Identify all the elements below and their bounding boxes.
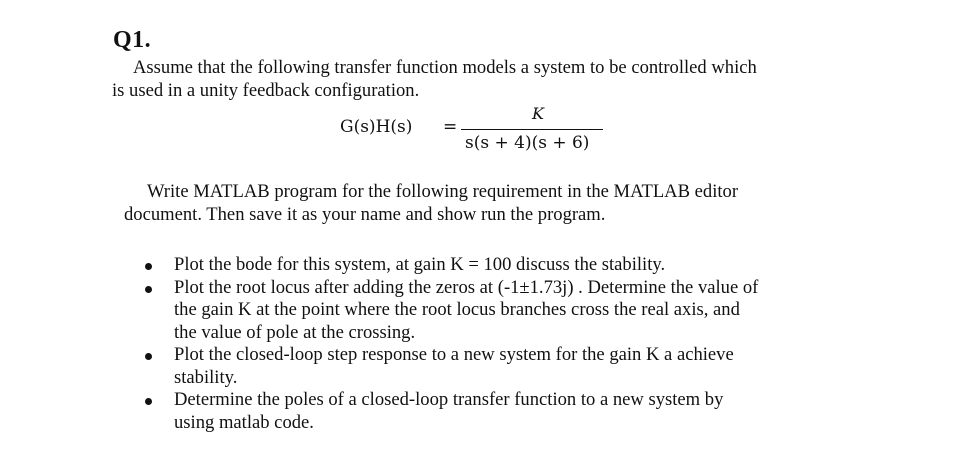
bullet-icon — [145, 353, 152, 360]
equation-lhs: G(s)H(s) — [340, 117, 413, 137]
requirement-line: the value of pole at the crossing. — [174, 321, 416, 343]
bullet-icon — [145, 286, 152, 293]
requirement-item-bode — [138, 254, 758, 277]
instruction-line-1: Write MATLAB program for the following requirement in the MATLAB editor — [147, 181, 739, 202]
transfer-function-equation — [340, 104, 620, 156]
equation-numerator: K — [532, 104, 544, 123]
requirement-line: Plot the closed-loop step response to a new system for the gain K a achieve — [174, 344, 734, 365]
intro-line-1: Assume that the following transfer function models a system to be controlled which — [133, 57, 757, 78]
requirement-item-root-locus — [138, 277, 758, 345]
requirement-line: Plot the root locus after adding the zeros at (-1±1.73j) . Determine the value of — [174, 276, 759, 298]
bullet-icon — [145, 398, 152, 405]
requirement-line: the gain K at the point where the root locus branches cross the real axis, and — [174, 299, 740, 320]
equation-equals-sign: = — [443, 117, 458, 137]
requirement-line: using matlab code. — [174, 411, 314, 433]
equation-denominator: s(s + 4)(s + 6) — [465, 133, 590, 153]
question-number: Q1. — [113, 27, 152, 53]
requirement-item-step-response — [138, 344, 758, 389]
requirements-list — [138, 254, 758, 434]
requirement-line: Plot the bode for this system, at gain K = 100 discuss the stability. — [174, 254, 666, 275]
requirement-item-closed-loop-poles — [138, 389, 758, 434]
fraction-bar — [461, 129, 603, 130]
bullet-icon — [145, 263, 152, 270]
intro-line-2: is used in a unity feedback configuration. — [112, 80, 420, 101]
instruction-line-2: document. Then save it as your name and show run the program. — [124, 204, 606, 225]
requirement-line: Determine the poles of a closed-loop transfer function to a new system by — [174, 389, 724, 410]
requirement-line: stability. — [174, 366, 238, 388]
